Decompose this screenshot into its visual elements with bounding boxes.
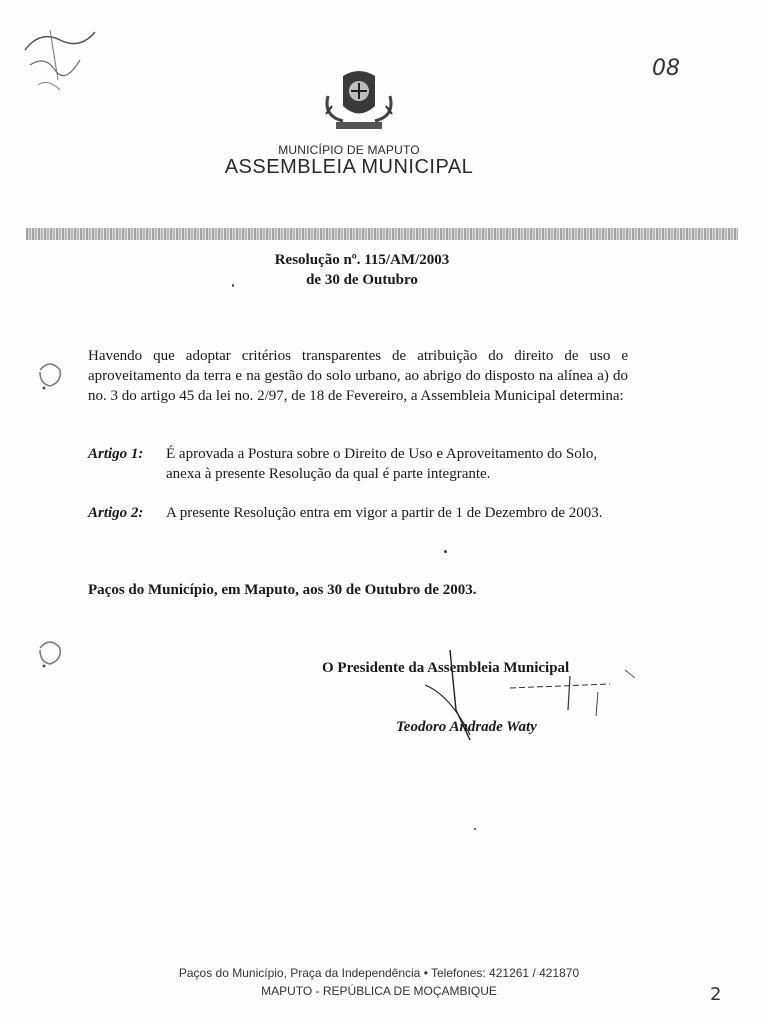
resolution-date: de 30 de Outubro [306,272,418,288]
article-2-text: A presente Resolução entra em vigor a partir de 1 de Dezembro de 2003. [166,505,603,521]
municipality-name: MUNICÍPIO DE MAPUTO [278,143,420,157]
footer-address: Paços do Município, Praça da Independência • Telefones: 421261 / 421870 [178,966,580,980]
coat-of-arms-emblem [318,66,400,136]
closing-line: Paços do Município, em Maputo, aos 30 de Outubro de 2003. [88,582,477,598]
footer-country: MAPUTO - REPÚBLICA DE MOÇAMBIQUE [261,984,497,998]
handwritten-page-mark: 08 [652,56,680,81]
assembly-name: ASSEMBLEIA MUNICIPAL [224,156,474,178]
scan-speck [444,550,447,553]
article-1-text: É aprovada a Postura sobre o Direito de Uso e Aproveitamento do Solo, anexa à presente Resolução da qual é parte integrante. [166,446,598,482]
corner-scribble [20,10,140,120]
punch-hole-bottom [34,636,66,670]
signatory-title: O Presidente da Assembleia Municipal [322,660,570,676]
article-1-label: Artigo 1: [88,446,144,462]
header-divider [26,228,738,240]
punch-hole-top [34,358,66,392]
article-2-label: Artigo 2: [88,505,144,521]
signatory-name: Teodoro Andrade Waty [396,719,537,735]
resolution-number: Resolução nº. 115/AM/2003 [274,252,450,268]
scan-speck [232,284,234,287]
preamble-paragraph: Havendo que adoptar critérios transparentes de atribuição do direito de uso e aproveitamento da terra e na gestão do solo urbano, ao abrigo do disposto na alínea a) do no. 3 do artigo 45 da lei no. 2/97, de 18 de Fevereiro, a Assembleia Municipal determina: [88,348,628,404]
handwritten-sheet-number: 2 [710,984,722,1005]
scan-speck [474,828,476,830]
